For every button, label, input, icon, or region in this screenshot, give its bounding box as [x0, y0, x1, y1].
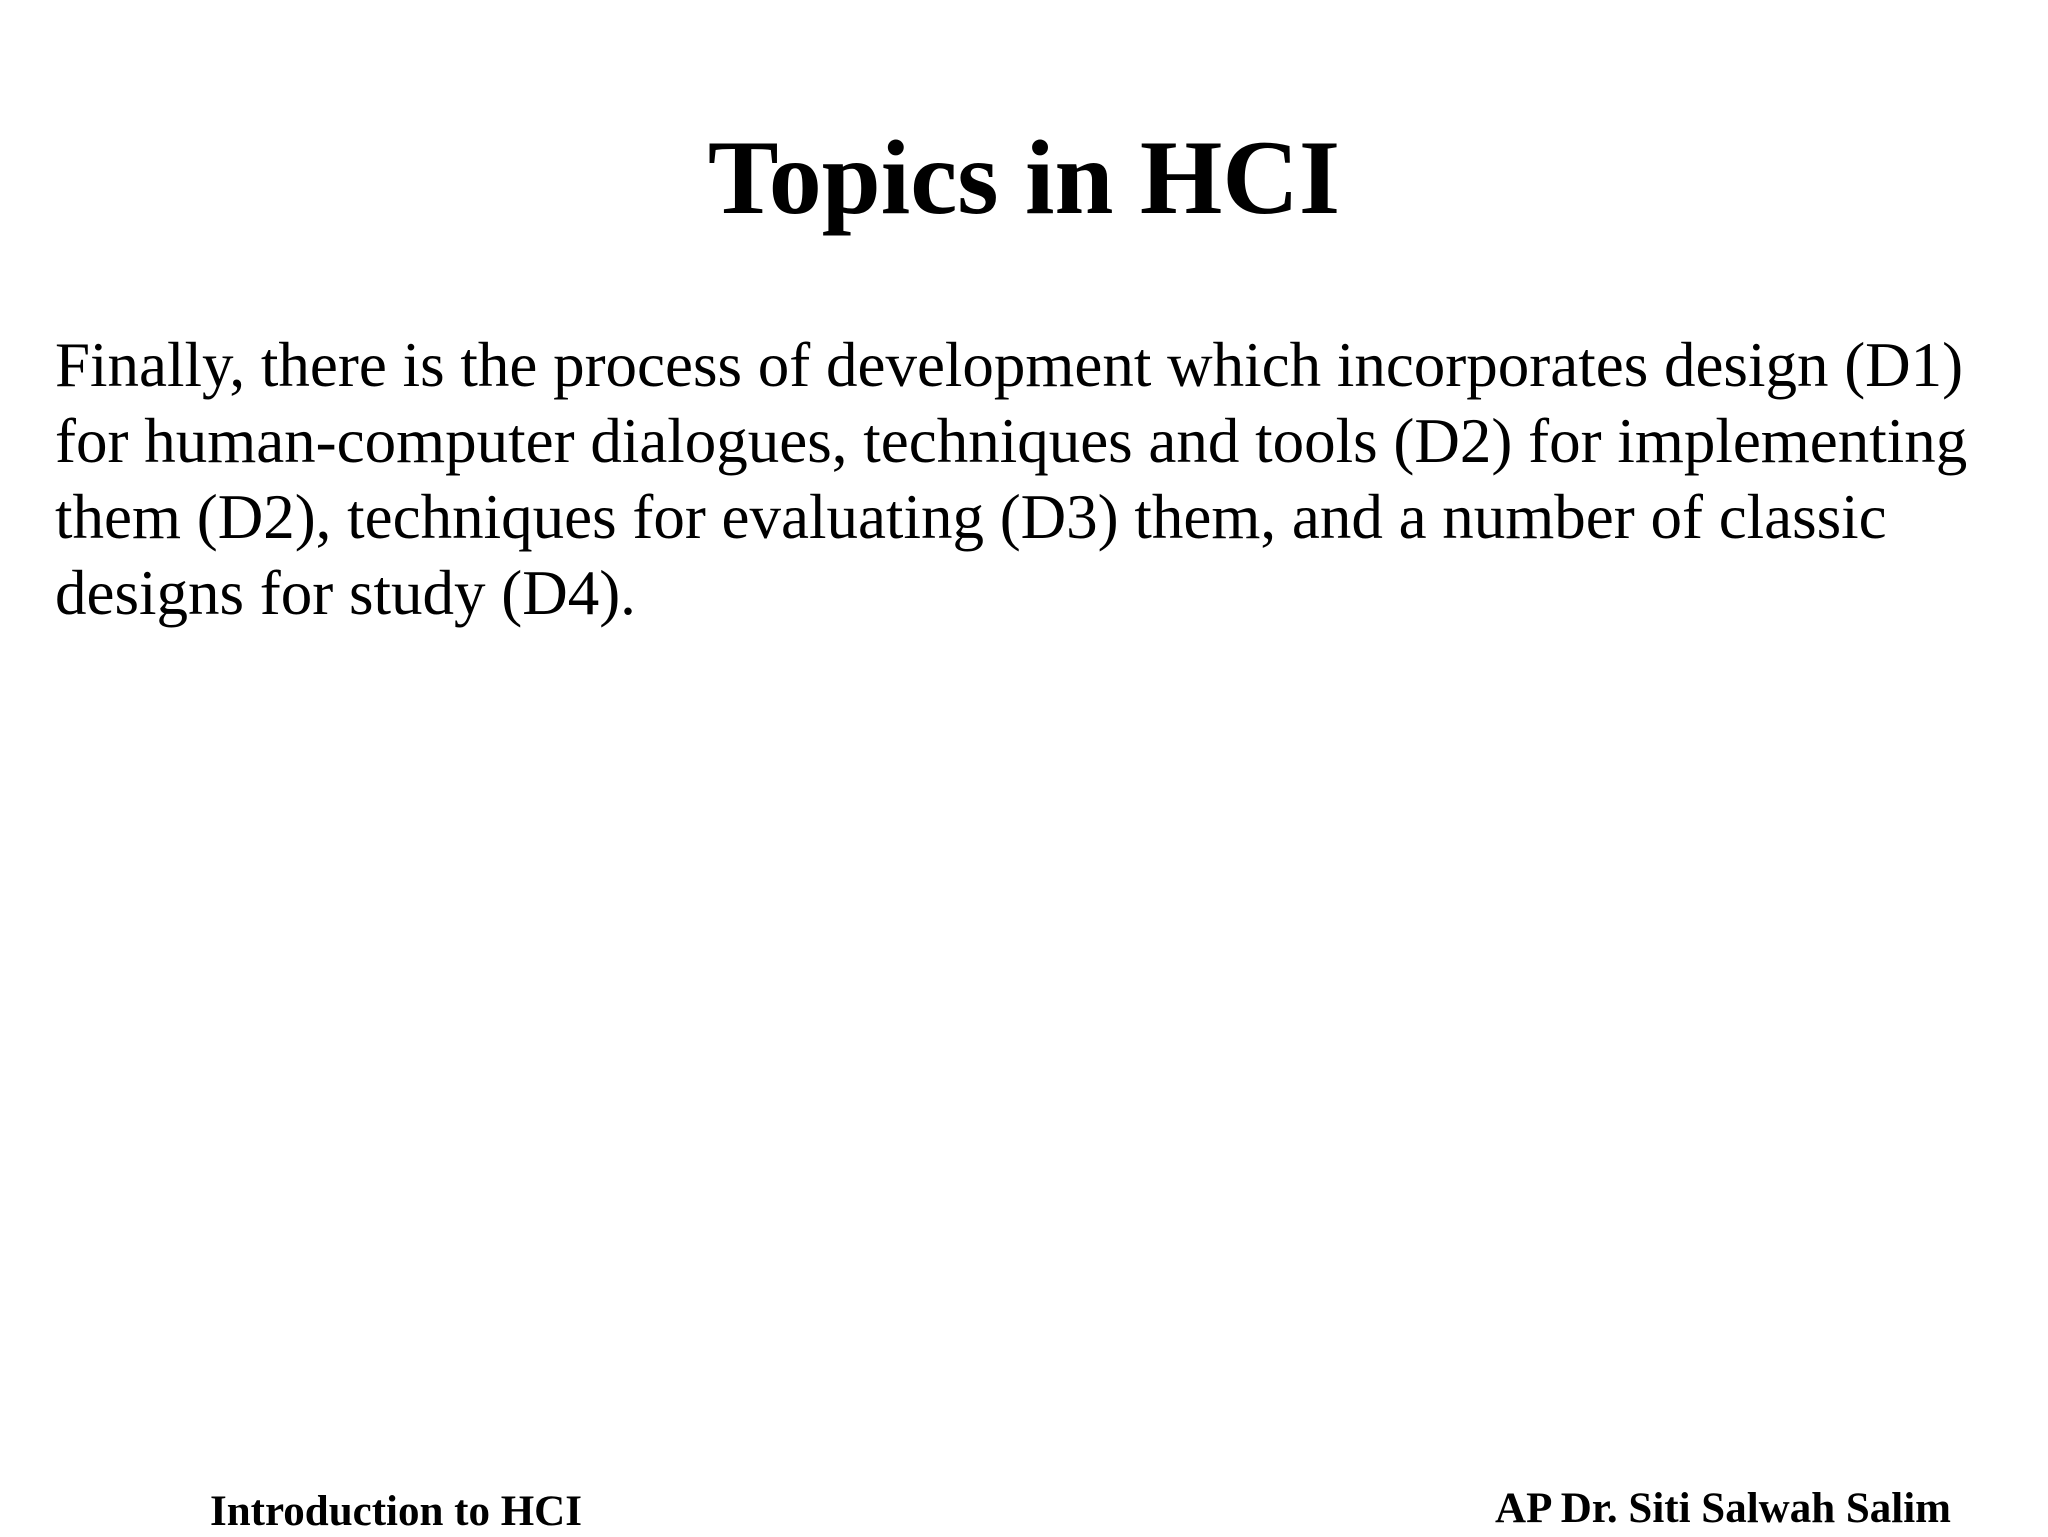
slide-title: Topics in HCI: [707, 119, 1341, 236]
body-paragraph: Finally, there is the process of development which incorporates design (D1) for human-computer dialogues, techniques and tools (D2) for implementing them (D2), techniques for evaluating (D3) them, and a number of classic designs for study (D4).: [55, 330, 1968, 628]
footer-author: AP Dr. Siti Salwah Salim: [1495, 1485, 1951, 1532]
footer-course-title: Introduction to HCI: [210, 1488, 582, 1535]
